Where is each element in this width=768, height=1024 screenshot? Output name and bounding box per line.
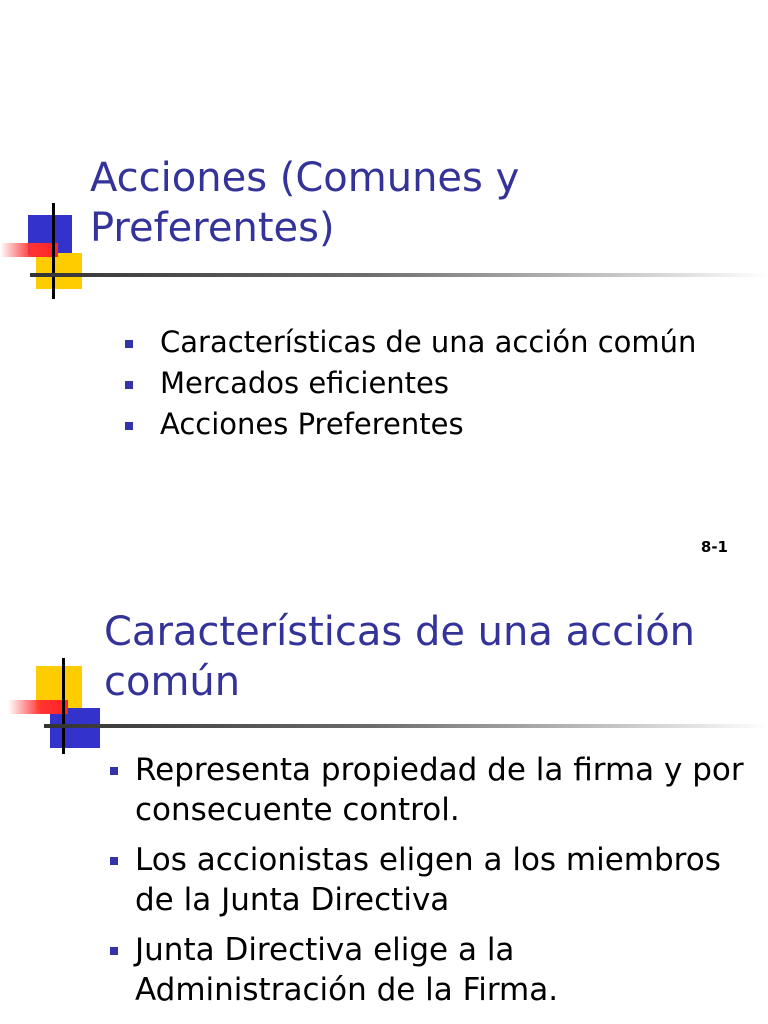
slide-title [90, 153, 730, 253]
slide-2 [0, 560, 768, 1024]
page-number: 8-1 [700, 538, 728, 556]
bullet-list [160, 322, 760, 445]
list-item-text: Características de una acción común [160, 325, 697, 359]
slide-title [104, 607, 744, 707]
bullet-icon [125, 340, 133, 348]
list-item [160, 404, 760, 445]
bullet-icon [110, 857, 118, 865]
list-item-text: Mercados eficientes [160, 366, 449, 400]
slide-title-line-1: Características de una acción [104, 609, 696, 655]
list-item-text: Los accionistas eligen a los miembros de la Junta Directiva [135, 842, 721, 918]
list-item-text: Representa propiedad de la firma y por consecuente control. [135, 752, 744, 828]
corner-decoration-icon [8, 664, 118, 764]
title-underline [44, 724, 768, 728]
bullet-icon [110, 947, 118, 955]
title-underline [30, 273, 768, 277]
list-item [135, 840, 755, 920]
list-item [160, 322, 760, 363]
slide-title-line-2: común [104, 659, 241, 705]
list-item-text: Junta Directiva elige a la Administración de la Firma. [135, 932, 559, 1008]
list-item-text: Acciones Preferentes [160, 407, 464, 441]
bullet-icon [125, 381, 133, 389]
slide-title-line-1: Acciones (Comunes y [90, 155, 520, 201]
list-item [160, 363, 760, 404]
bullet-icon [110, 767, 118, 775]
bullet-icon [125, 422, 133, 430]
list-item [135, 930, 755, 1010]
list-item [135, 750, 755, 830]
bullet-list [135, 750, 755, 1020]
slide-title-line-2: Preferentes) [90, 205, 335, 251]
